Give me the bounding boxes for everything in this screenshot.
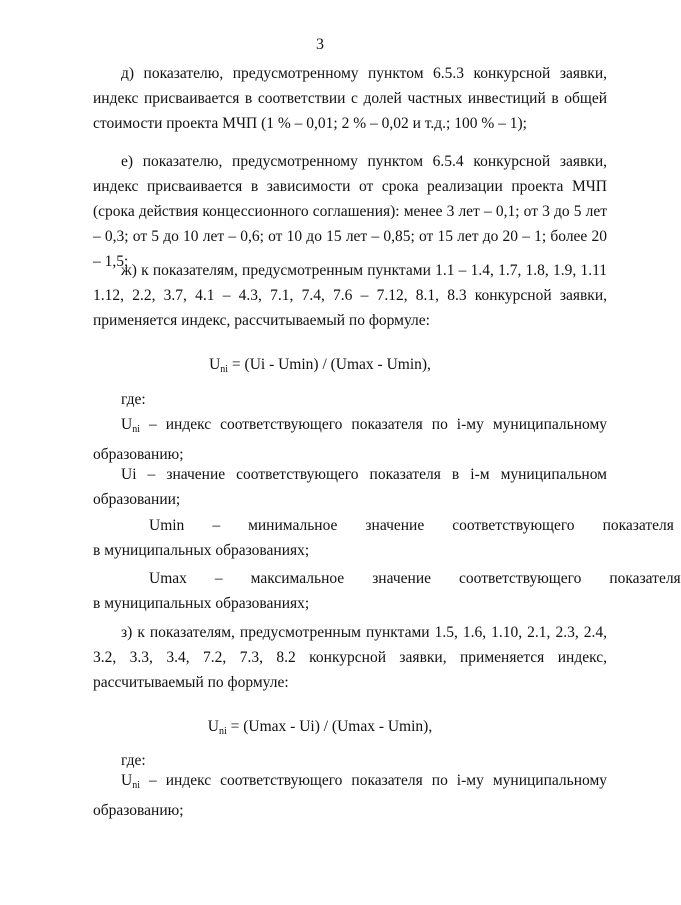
where-label-2: где:	[121, 752, 146, 769]
definition-umin-word: соответствующего	[452, 517, 575, 534]
definition-uni-1-subscript: ni	[132, 424, 140, 435]
definition-umax-word: значение	[372, 570, 432, 587]
definition-uni-1-symbol: U	[121, 416, 133, 433]
definition-uni-2-subscript: ni	[132, 780, 140, 791]
formula-1-symbol: U	[209, 356, 221, 373]
definition-umin-word: значение	[365, 517, 425, 534]
definition-umax-word: показателя	[609, 570, 681, 587]
definition-umax-word: Umax	[149, 570, 187, 587]
definition-umax-rest: в муниципальных образованиях;	[93, 595, 310, 612]
definition-umin-word: минимальное	[248, 517, 338, 534]
formula-1	[0, 352, 640, 382]
definition-umax-word: –	[214, 570, 223, 587]
definition-umax-line	[93, 566, 681, 591]
definition-uni-2	[93, 768, 607, 823]
paragraph-d: д) показателю, предусмотренному пунктом 6.5.3 конкурсной заявки, индекс присваивается в соответствии с долей частных инвестиций в общей стоимости проекта МЧП (1 % – 0,01; 2 % – 0,02 и т.д.; 100 % – 1);	[93, 65, 607, 132]
paragraph-zh: ж) к показателям, предусмотренным пунктами 1.1 – 1.4, 1.7, 1.8, 1.9, 1.11 1.12, 2.2, 3.7, 4.1 – 4.3, 7.1, 7.4, 7.6 – 7.12, 8.1, 8.3 конкурсной заявки, применяется индекс, рассчитываемый по формуле:	[93, 262, 607, 329]
where-label-1: где:	[121, 391, 146, 408]
paragraph-z: з) к показателям, предусмотренным пунктами 1.5, 1.6, 1.10, 2.1, 2.3, 2.4, 3.2, 3.3, 3.4, 7.2, 7.3, 8.2 конкурсной заявки, применяется индекс, рассчитываемый по формуле:	[93, 624, 607, 691]
definition-umin-word: показателя	[602, 517, 674, 534]
formula-1-expression: = (Ui - Umin) / (Umax - Umin),	[228, 356, 431, 373]
formula-2-symbol: U	[207, 718, 219, 735]
definition-umax-word: максимальное	[250, 570, 345, 587]
paragraph-e: е) показателю, предусмотренному пунктом 6.5.4 конкурсной заявки, индекс присваивается в зависимости от срока реализации проекта МЧП (срока действия концессионного соглашения): менее 3 лет – 0,1; от 3 до 5 лет – 0,3; от 5 до 10 лет – 0,6; от 10 до 15 лет – 0,85; от 15 лет до 20 – 1; более 20 – 1,5;	[93, 153, 607, 270]
definition-ui: Ui – значение соответствующего показателя в i-м муниципальном образовании;	[93, 466, 607, 508]
definition-uni-1-text: – индекс соответствующего показателя по i-му муниципальному образованию;	[93, 416, 607, 463]
page-number: 3	[316, 36, 324, 53]
definition-umin-line	[93, 513, 674, 538]
definition-umax-word: соответствующего	[459, 570, 582, 587]
formula-2-expression: = (Umax - Ui) / (Umax - Umin),	[226, 718, 433, 735]
definition-umin-word: –	[212, 517, 221, 534]
formula-2-subscript: ni	[218, 726, 227, 737]
definition-umin-rest: в муниципальных образованиях;	[93, 542, 310, 559]
definition-umin-word: Umin	[149, 517, 185, 534]
formula-2	[0, 714, 640, 744]
definition-uni-1	[93, 412, 607, 467]
definition-uni-2-text: – индекс соответствующего показателя по i-му муниципальному образованию;	[93, 772, 607, 819]
formula-1-subscript: ni	[220, 364, 229, 375]
definition-uni-2-symbol: U	[121, 772, 133, 789]
